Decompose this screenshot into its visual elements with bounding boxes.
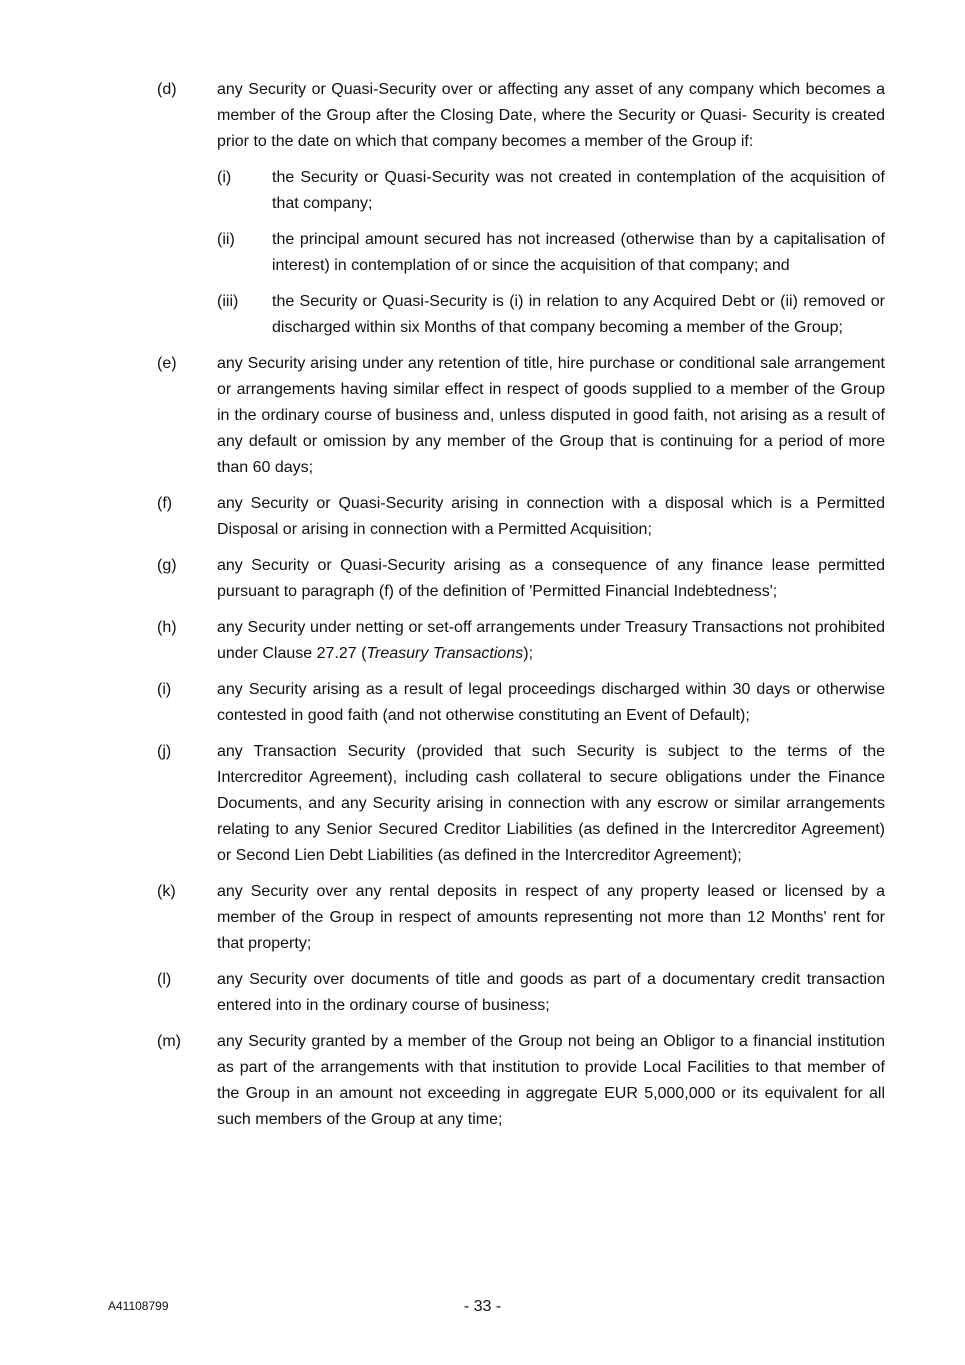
paragraph-label: (e) — [157, 355, 177, 372]
paragraph-f — [157, 491, 885, 543]
paragraph-label: (k) — [157, 883, 176, 900]
subparagraph-ii — [217, 227, 885, 279]
clause-reference-italic: Treasury Transactions — [366, 645, 524, 662]
paragraph-text: any Security arising as a result of legal proceedings discharged within 30 days or otherwise contested in good faith (and not otherwise constituting an Event of Default); — [217, 681, 885, 724]
paragraph-text: any Security over documents of title and goods as part of a documentary credit transaction entered into in the ordinary course of business; — [217, 971, 885, 1014]
clause-list — [157, 77, 885, 1143]
paragraph-text-start: any Security under netting or set-off arrangements under Treasury Transactions not prohibited under Clause 27.27 ( — [217, 619, 885, 662]
paragraph-text — [217, 615, 885, 667]
paragraph-d — [157, 77, 885, 341]
subparagraph-text: the principal amount secured has not increased (otherwise than by a capitalisation of interest) in contemplation of or since the acquisition of that company; and — [272, 231, 885, 274]
subparagraph-label: (ii) — [217, 231, 235, 248]
paragraph-text: any Security or Quasi-Security arising in connection with a disposal which is a Permitted Disposal or arising in connection with a Permitted Acquisition; — [217, 495, 885, 538]
paragraph-label: (j) — [157, 743, 172, 760]
subparagraph-text: the Security or Quasi-Security is (i) in relation to any Acquired Debt or (ii) removed or discharged within six Months of that company becoming a member of the Group; — [272, 293, 885, 336]
paragraph-g — [157, 553, 885, 605]
subparagraph-i — [217, 165, 885, 217]
paragraph-text: any Security or Quasi-Security arising as a consequence of any finance lease permitted pursuant to paragraph (f) of the definition of 'Permitted Financial Indebtedness'; — [217, 557, 885, 600]
paragraph-m — [157, 1029, 885, 1133]
paragraph-text-end: ); — [523, 645, 534, 662]
paragraph-label: (d) — [157, 81, 177, 98]
paragraph-text: any Security arising under any retention of title, hire purchase or conditional sale arrangement or arrangements having similar effect in respect of goods supplied to a member of the Group in the ordinary course of business and, unless disputed in good faith, not arising as a result of any default or omission by any member of the Group that is continuing for a period of more than 60 days; — [217, 355, 885, 476]
paragraph-k — [157, 879, 885, 957]
paragraph-label: (f) — [157, 495, 173, 512]
paragraph-l — [157, 967, 885, 1019]
document-reference: A41108799 — [108, 1299, 169, 1313]
paragraph-label: (l) — [157, 971, 172, 988]
paragraph-label: (i) — [157, 681, 172, 698]
subparagraph-iii — [217, 289, 885, 341]
subparagraph-label: (iii) — [217, 293, 239, 310]
paragraph-h — [157, 615, 885, 667]
paragraph-text: any Security over any rental deposits in respect of any property leased or licensed by a member of the Group in respect of amounts representing not more than 12 Months' rent for that property; — [217, 883, 885, 952]
paragraph-text: any Security granted by a member of the Group not being an Obligor to a financial institution as part of the arrangements with that institution to provide Local Facilities to that member of the Group in an amount not exceeding in aggregate EUR 5,000,000 or its equivalent for all such members of the Group at any time; — [217, 1033, 885, 1128]
subparagraph-label: (i) — [217, 169, 232, 186]
paragraph-label: (h) — [157, 619, 177, 636]
page-number: - 33 - — [463, 1298, 502, 1315]
paragraph-j — [157, 739, 885, 869]
paragraph-label: (g) — [157, 557, 177, 574]
paragraph-label: (m) — [157, 1033, 181, 1050]
paragraph-i — [157, 677, 885, 729]
paragraph-text: any Security or Quasi-Security over or affecting any asset of any company which becomes a member of the Group after the Closing Date, where the Security or Quasi- Security is created prior to the date on which that company becomes a member of the Group if: — [217, 81, 885, 150]
paragraph-text: any Transaction Security (provided that such Security is subject to the terms of the Intercreditor Agreement), including cash collateral to secure obligations under the Finance Documents, and any Security arising in connection with any escrow or similar arrangements relating to any Senior Secured Creditor Liabilities (as defined in the Intercreditor Agreement) or Second Lien Debt Liabilities (as defined in the Intercreditor Agreement); — [217, 743, 885, 864]
subparagraph-text: the Security or Quasi-Security was not created in contemplation of the acquisition of that company; — [272, 169, 885, 212]
paragraph-e — [157, 351, 885, 481]
